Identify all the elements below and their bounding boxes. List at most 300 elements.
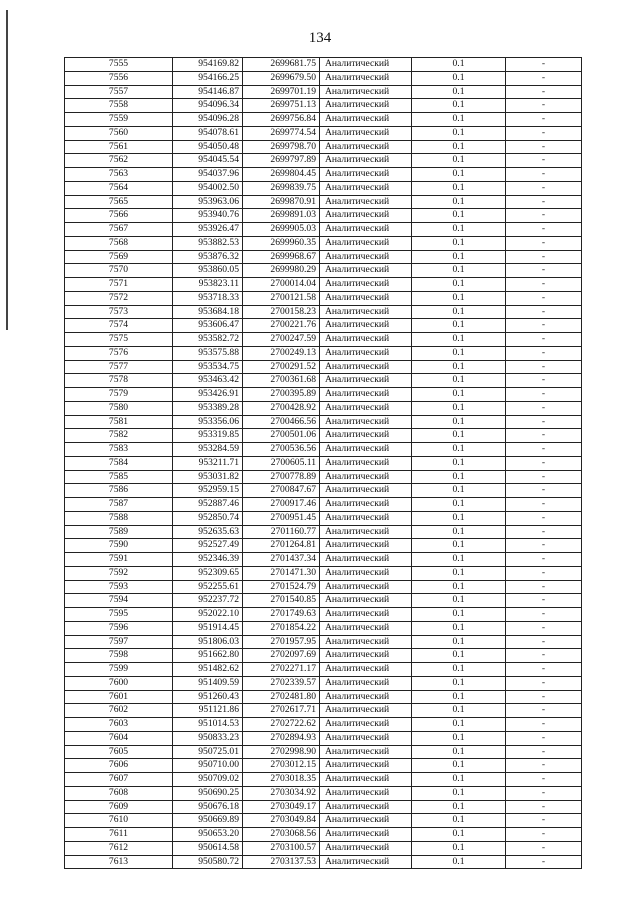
note-cell: - [506,649,582,663]
x-coordinate-cell: 950580.72 [173,855,243,869]
point-number-cell: 7593 [65,580,173,594]
note-cell: - [506,566,582,580]
note-cell: - [506,429,582,443]
note-cell: - [506,195,582,209]
note-cell: - [506,690,582,704]
precision-cell: 0.1 [412,484,506,498]
x-coordinate-cell: 950614.58 [173,841,243,855]
table-row [65,539,582,553]
x-coordinate-cell: 953575.88 [173,346,243,360]
precision-cell: 0.1 [412,264,506,278]
coordinates-table [64,57,582,869]
table-row [65,841,582,855]
note-cell: - [506,140,582,154]
x-coordinate-cell: 953356.06 [173,415,243,429]
x-coordinate-cell: 951662.80 [173,649,243,663]
note-cell: - [506,236,582,250]
point-number-cell: 7569 [65,250,173,264]
point-number-cell: 7589 [65,525,173,539]
y-coordinate-cell: 2702617.71 [243,704,320,718]
point-number-cell: 7558 [65,99,173,113]
table-row [65,99,582,113]
table-row [65,58,582,72]
precision-cell: 0.1 [412,85,506,99]
y-coordinate-cell: 2699797.89 [243,154,320,168]
precision-cell: 0.1 [412,608,506,622]
precision-cell: 0.1 [412,415,506,429]
method-cell: Аналитический [320,841,412,855]
table-row [65,498,582,512]
note-cell: - [506,759,582,773]
precision-cell: 0.1 [412,456,506,470]
note-cell: - [506,553,582,567]
table-row [65,676,582,690]
table-row [65,649,582,663]
point-number-cell: 7582 [65,429,173,443]
point-number-cell: 7600 [65,676,173,690]
table-row [65,855,582,869]
method-cell: Аналитический [320,511,412,525]
table-row [65,181,582,195]
table-row [65,580,582,594]
y-coordinate-cell: 2703034.92 [243,786,320,800]
y-coordinate-cell: 2701471.30 [243,566,320,580]
note-cell: - [506,718,582,732]
precision-cell: 0.1 [412,99,506,113]
point-number-cell: 7565 [65,195,173,209]
point-number-cell: 7592 [65,566,173,580]
table-row [65,401,582,415]
point-number-cell: 7564 [65,181,173,195]
x-coordinate-cell: 953606.47 [173,319,243,333]
y-coordinate-cell: 2700158.23 [243,305,320,319]
y-coordinate-cell: 2700847.67 [243,484,320,498]
note-cell: - [506,470,582,484]
x-coordinate-cell: 952255.61 [173,580,243,594]
note-cell: - [506,580,582,594]
method-cell: Аналитический [320,731,412,745]
y-coordinate-cell: 2699681.75 [243,58,320,72]
method-cell: Аналитический [320,250,412,264]
note-cell: - [506,635,582,649]
point-number-cell: 7611 [65,828,173,842]
precision-cell: 0.1 [412,209,506,223]
y-coordinate-cell: 2700291.52 [243,360,320,374]
x-coordinate-cell: 950725.01 [173,745,243,759]
note-cell: - [506,745,582,759]
point-number-cell: 7602 [65,704,173,718]
x-coordinate-cell: 953823.11 [173,278,243,292]
method-cell: Аналитический [320,814,412,828]
method-cell: Аналитический [320,360,412,374]
x-coordinate-cell: 950653.20 [173,828,243,842]
table-row [65,264,582,278]
x-coordinate-cell: 952022.10 [173,608,243,622]
table-row [65,443,582,457]
precision-cell: 0.1 [412,168,506,182]
x-coordinate-cell: 953284.59 [173,443,243,457]
point-number-cell: 7596 [65,621,173,635]
x-coordinate-cell: 951914.45 [173,621,243,635]
x-coordinate-cell: 954078.61 [173,126,243,140]
table-row [65,566,582,580]
y-coordinate-cell: 2701264.81 [243,539,320,553]
y-coordinate-cell: 2700778.89 [243,470,320,484]
table-row [65,360,582,374]
precision-cell: 0.1 [412,250,506,264]
point-number-cell: 7591 [65,553,173,567]
note-cell: - [506,539,582,553]
precision-cell: 0.1 [412,773,506,787]
y-coordinate-cell: 2702481.80 [243,690,320,704]
x-coordinate-cell: 953426.91 [173,388,243,402]
x-coordinate-cell: 950833.23 [173,731,243,745]
point-number-cell: 7597 [65,635,173,649]
note-cell: - [506,676,582,690]
point-number-cell: 7612 [65,841,173,855]
precision-cell: 0.1 [412,649,506,663]
note-cell: - [506,786,582,800]
x-coordinate-cell: 952237.72 [173,594,243,608]
y-coordinate-cell: 2700249.13 [243,346,320,360]
method-cell: Аналитический [320,690,412,704]
y-coordinate-cell: 2701160.77 [243,525,320,539]
method-cell: Аналитический [320,525,412,539]
y-coordinate-cell: 2703100.57 [243,841,320,855]
note-cell: - [506,126,582,140]
precision-cell: 0.1 [412,511,506,525]
x-coordinate-cell: 953684.18 [173,305,243,319]
x-coordinate-cell: 953963.06 [173,195,243,209]
note-cell: - [506,456,582,470]
precision-cell: 0.1 [412,676,506,690]
x-coordinate-cell: 953718.33 [173,291,243,305]
point-number-cell: 7606 [65,759,173,773]
point-number-cell: 7587 [65,498,173,512]
precision-cell: 0.1 [412,621,506,635]
x-coordinate-cell: 954169.82 [173,58,243,72]
point-number-cell: 7584 [65,456,173,470]
method-cell: Аналитический [320,99,412,113]
y-coordinate-cell: 2699679.50 [243,71,320,85]
note-cell: - [506,291,582,305]
point-number-cell: 7609 [65,800,173,814]
method-cell: Аналитический [320,553,412,567]
precision-cell: 0.1 [412,704,506,718]
method-cell: Аналитический [320,566,412,580]
x-coordinate-cell: 950690.25 [173,786,243,800]
page-number: 134 [308,30,332,46]
x-coordinate-cell: 954146.87 [173,85,243,99]
table-row [65,154,582,168]
point-number-cell: 7575 [65,333,173,347]
method-cell: Аналитический [320,800,412,814]
x-coordinate-cell: 952309.65 [173,566,243,580]
method-cell: Аналитический [320,333,412,347]
precision-cell: 0.1 [412,635,506,649]
note-cell: - [506,855,582,869]
method-cell: Аналитический [320,401,412,415]
method-cell: Аналитический [320,415,412,429]
precision-cell: 0.1 [412,566,506,580]
precision-cell: 0.1 [412,346,506,360]
method-cell: Аналитический [320,58,412,72]
table-row [65,814,582,828]
table-row [65,704,582,718]
precision-cell: 0.1 [412,553,506,567]
y-coordinate-cell: 2699968.67 [243,250,320,264]
x-coordinate-cell: 951806.03 [173,635,243,649]
note-cell: - [506,608,582,622]
precision-cell: 0.1 [412,855,506,869]
precision-cell: 0.1 [412,333,506,347]
x-coordinate-cell: 954096.28 [173,113,243,127]
point-number-cell: 7577 [65,360,173,374]
precision-cell: 0.1 [412,401,506,415]
table-row [65,525,582,539]
note-cell: - [506,333,582,347]
x-coordinate-cell: 952346.39 [173,553,243,567]
precision-cell: 0.1 [412,305,506,319]
method-cell: Аналитический [320,388,412,402]
point-number-cell: 7567 [65,223,173,237]
point-number-cell: 7566 [65,209,173,223]
method-cell: Аналитический [320,346,412,360]
y-coordinate-cell: 2703012.15 [243,759,320,773]
y-coordinate-cell: 2699701.19 [243,85,320,99]
y-coordinate-cell: 2700014.04 [243,278,320,292]
method-cell: Аналитический [320,621,412,635]
x-coordinate-cell: 950676.18 [173,800,243,814]
table-row [65,319,582,333]
point-number-cell: 7555 [65,58,173,72]
x-coordinate-cell: 953882.53 [173,236,243,250]
note-cell: - [506,498,582,512]
x-coordinate-cell: 951121.86 [173,704,243,718]
precision-cell: 0.1 [412,195,506,209]
note-cell: - [506,415,582,429]
table-row [65,594,582,608]
y-coordinate-cell: 2702339.57 [243,676,320,690]
note-cell: - [506,388,582,402]
y-coordinate-cell: 2702998.90 [243,745,320,759]
y-coordinate-cell: 2703049.17 [243,800,320,814]
table-row [65,223,582,237]
table-row [65,786,582,800]
method-cell: Аналитический [320,539,412,553]
method-cell: Аналитический [320,580,412,594]
note-cell: - [506,704,582,718]
table-row [65,828,582,842]
y-coordinate-cell: 2699980.29 [243,264,320,278]
note-cell: - [506,223,582,237]
x-coordinate-cell: 950709.02 [173,773,243,787]
y-coordinate-cell: 2703049.84 [243,814,320,828]
y-coordinate-cell: 2699798.70 [243,140,320,154]
x-coordinate-cell: 953319.85 [173,429,243,443]
method-cell: Аналитический [320,195,412,209]
y-coordinate-cell: 2700428.92 [243,401,320,415]
method-cell: Аналитический [320,484,412,498]
note-cell: - [506,181,582,195]
point-number-cell: 7594 [65,594,173,608]
table-row [65,85,582,99]
point-number-cell: 7571 [65,278,173,292]
method-cell: Аналитический [320,773,412,787]
precision-cell: 0.1 [412,71,506,85]
x-coordinate-cell: 950710.00 [173,759,243,773]
table-row [65,663,582,677]
method-cell: Аналитический [320,443,412,457]
method-cell: Аналитический [320,181,412,195]
precision-cell: 0.1 [412,731,506,745]
method-cell: Аналитический [320,126,412,140]
method-cell: Аналитический [320,649,412,663]
precision-cell: 0.1 [412,181,506,195]
table-row [65,113,582,127]
point-number-cell: 7610 [65,814,173,828]
method-cell: Аналитический [320,140,412,154]
method-cell: Аналитический [320,470,412,484]
point-number-cell: 7585 [65,470,173,484]
point-number-cell: 7604 [65,731,173,745]
note-cell: - [506,828,582,842]
precision-cell: 0.1 [412,140,506,154]
point-number-cell: 7570 [65,264,173,278]
method-cell: Аналитический [320,786,412,800]
y-coordinate-cell: 2699905.03 [243,223,320,237]
note-cell: - [506,278,582,292]
y-coordinate-cell: 2703068.56 [243,828,320,842]
precision-cell: 0.1 [412,278,506,292]
table-row [65,800,582,814]
note-cell: - [506,360,582,374]
precision-cell: 0.1 [412,223,506,237]
point-number-cell: 7574 [65,319,173,333]
point-number-cell: 7573 [65,305,173,319]
point-number-cell: 7572 [65,291,173,305]
method-cell: Аналитический [320,759,412,773]
x-coordinate-cell: 954002.50 [173,181,243,195]
method-cell: Аналитический [320,209,412,223]
method-cell: Аналитический [320,278,412,292]
note-cell: - [506,154,582,168]
table-row [65,291,582,305]
method-cell: Аналитический [320,305,412,319]
precision-cell: 0.1 [412,690,506,704]
note-cell: - [506,663,582,677]
method-cell: Аналитический [320,154,412,168]
precision-cell: 0.1 [412,828,506,842]
table-row [65,745,582,759]
y-coordinate-cell: 2700605.11 [243,456,320,470]
note-cell: - [506,264,582,278]
precision-cell: 0.1 [412,814,506,828]
point-number-cell: 7560 [65,126,173,140]
point-number-cell: 7613 [65,855,173,869]
table-row [65,374,582,388]
method-cell: Аналитический [320,223,412,237]
table-row [65,773,582,787]
note-cell: - [506,85,582,99]
table-row [65,250,582,264]
table-row [65,195,582,209]
x-coordinate-cell: 953860.05 [173,264,243,278]
note-cell: - [506,621,582,635]
y-coordinate-cell: 2699839.75 [243,181,320,195]
y-coordinate-cell: 2699774.54 [243,126,320,140]
y-coordinate-cell: 2700466.56 [243,415,320,429]
y-coordinate-cell: 2703018.35 [243,773,320,787]
method-cell: Аналитический [320,855,412,869]
table-row [65,388,582,402]
y-coordinate-cell: 2701749.63 [243,608,320,622]
y-coordinate-cell: 2700951.45 [243,511,320,525]
y-coordinate-cell: 2699960.35 [243,236,320,250]
table-row [65,168,582,182]
method-cell: Аналитический [320,291,412,305]
scan-margin-line [6,10,8,330]
x-coordinate-cell: 954050.48 [173,140,243,154]
x-coordinate-cell: 953211.71 [173,456,243,470]
y-coordinate-cell: 2700361.68 [243,374,320,388]
x-coordinate-cell: 953031.82 [173,470,243,484]
method-cell: Аналитический [320,704,412,718]
y-coordinate-cell: 2699756.84 [243,113,320,127]
method-cell: Аналитический [320,594,412,608]
x-coordinate-cell: 954045.54 [173,154,243,168]
method-cell: Аналитический [320,635,412,649]
point-number-cell: 7562 [65,154,173,168]
method-cell: Аналитический [320,168,412,182]
point-number-cell: 7590 [65,539,173,553]
note-cell: - [506,731,582,745]
note-cell: - [506,99,582,113]
note-cell: - [506,800,582,814]
point-number-cell: 7598 [65,649,173,663]
note-cell: - [506,841,582,855]
x-coordinate-cell: 952527.49 [173,539,243,553]
point-number-cell: 7563 [65,168,173,182]
method-cell: Аналитический [320,85,412,99]
precision-cell: 0.1 [412,429,506,443]
note-cell: - [506,594,582,608]
note-cell: - [506,250,582,264]
point-number-cell: 7578 [65,374,173,388]
method-cell: Аналитический [320,676,412,690]
table-row [65,415,582,429]
point-number-cell: 7603 [65,718,173,732]
x-coordinate-cell: 952959.15 [173,484,243,498]
point-number-cell: 7595 [65,608,173,622]
precision-cell: 0.1 [412,388,506,402]
table-row [65,71,582,85]
note-cell: - [506,814,582,828]
x-coordinate-cell: 953940.76 [173,209,243,223]
y-coordinate-cell: 2700536.56 [243,443,320,457]
method-cell: Аналитический [320,71,412,85]
method-cell: Аналитический [320,319,412,333]
note-cell: - [506,168,582,182]
precision-cell: 0.1 [412,580,506,594]
note-cell: - [506,525,582,539]
point-number-cell: 7561 [65,140,173,154]
table-row [65,333,582,347]
y-coordinate-cell: 2702271.17 [243,663,320,677]
y-coordinate-cell: 2701524.79 [243,580,320,594]
method-cell: Аналитический [320,718,412,732]
table-row [65,608,582,622]
